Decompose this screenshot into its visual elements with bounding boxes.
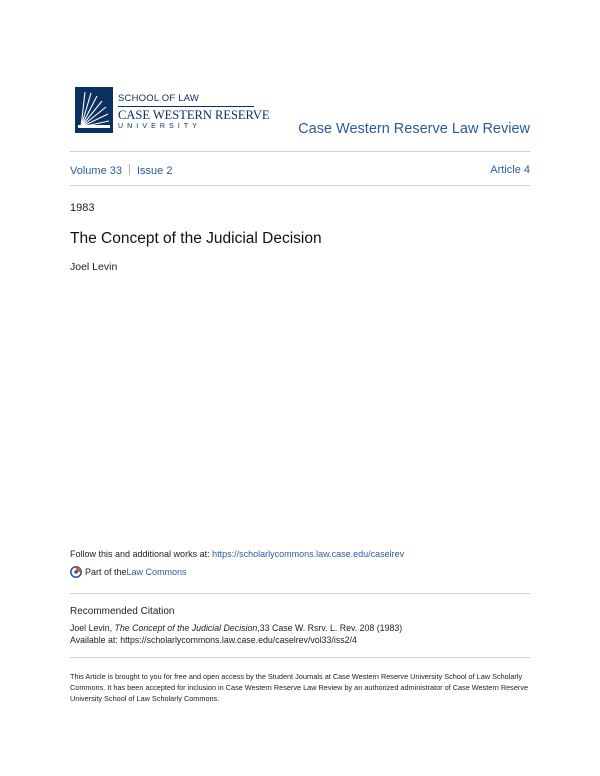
commons-network-icon: [70, 566, 82, 578]
divider: [70, 151, 530, 152]
sunburst-logo-icon: [75, 87, 113, 133]
divider: [70, 593, 530, 594]
divider: [70, 185, 530, 186]
divider: [70, 657, 530, 658]
logo-divider: [118, 106, 254, 107]
access-notice: This Article is brought to you for free and open access by the Student Journals at Case Western Reserve University School of Law Scholarly Commons. It has been accepted for inclusion in Case Western Reserve Law Review by an authorized administrator of Case Western Reserve University School of Law Scholarly Commons.: [70, 672, 529, 703]
meta-separator: [129, 164, 130, 175]
citation-available: Available at: https://scholarlycommons.law.case.edu/caselrev/vol33/iss2/4: [70, 635, 357, 645]
logo-school-text: SCHOOL OF LAW: [118, 93, 200, 104]
citation-heading: Recommended Citation: [70, 606, 175, 617]
article-link[interactable]: Article 4: [490, 164, 530, 176]
logo-name-text: CASE WESTERN RESERVE: [118, 108, 270, 122]
issue-link[interactable]: Issue 2: [136, 165, 173, 177]
citation-source: ,33 Case W. Rsrv. L. Rev. 208 (1983): [257, 623, 403, 633]
citation-title: The Concept of the Judicial Decision: [114, 623, 258, 633]
follow-line: [70, 549, 404, 559]
article-title: The Concept of the Judicial Decision: [70, 230, 322, 247]
logo-university-text: UNIVERSITY: [118, 123, 202, 130]
school-logo: [75, 87, 270, 133]
citation-text: [70, 622, 402, 646]
volume-link[interactable]: Volume 33: [70, 165, 122, 177]
collection-url-link[interactable]: https://scholarlycommons.law.case.edu/caselrev: [212, 549, 405, 559]
author-name: Joel Levin: [70, 261, 118, 273]
publication-year: 1983: [70, 202, 95, 214]
part-of-prefix: Part of the: [85, 567, 127, 577]
journal-title-link[interactable]: Case Western Reserve Law Review: [298, 121, 530, 137]
law-commons-link[interactable]: Law Commons: [126, 567, 187, 577]
citation-author: Joel Levin,: [70, 623, 115, 633]
volume-issue: [70, 164, 172, 177]
follow-prefix: Follow this and additional works at:: [70, 549, 213, 559]
citation-line: [70, 622, 402, 634]
part-of-line: [70, 566, 187, 578]
